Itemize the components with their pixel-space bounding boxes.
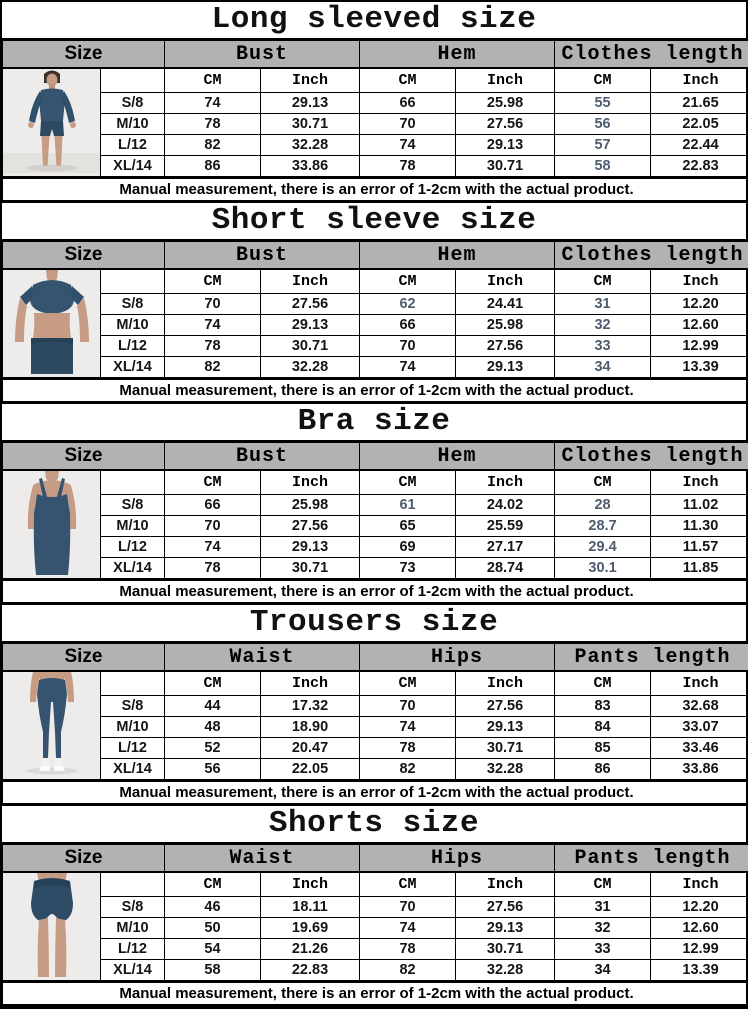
measurement-value: 33.46	[651, 738, 748, 759]
column-header-row	[3, 40, 748, 69]
unit-header-cm: CM	[360, 470, 456, 495]
size-chart-section	[2, 806, 746, 1007]
size-row	[3, 93, 748, 114]
measurement-value: 32	[555, 918, 651, 939]
section-title: Short sleeve size	[2, 203, 746, 239]
measurement-value: 30.1	[555, 558, 651, 580]
measurement-value: 50	[165, 918, 261, 939]
measurement-value: 29.4	[555, 537, 651, 558]
measurement-value: 12.60	[651, 918, 748, 939]
unit-header-cm: CM	[360, 671, 456, 696]
size-row	[3, 294, 748, 315]
size-label: M/10	[101, 114, 165, 135]
unit-header-inch: Inch	[456, 872, 555, 897]
measurement-value: 29.13	[261, 537, 360, 558]
measurement-value: 58	[165, 960, 261, 982]
product-photo-cell	[3, 872, 101, 982]
measurement-value: 27.56	[261, 294, 360, 315]
unit-header-cm: CM	[555, 269, 651, 294]
measurement-value: 27.56	[456, 897, 555, 918]
size-label: XL/14	[101, 357, 165, 379]
measure-column-header-2: Hem	[360, 442, 555, 471]
size-table	[2, 239, 748, 404]
unit-header-inch: Inch	[651, 872, 748, 897]
measurement-value: 30.71	[456, 939, 555, 960]
measurement-value: 11.57	[651, 537, 748, 558]
measure-column-header-1: Waist	[165, 643, 360, 672]
measurement-value: 28	[555, 495, 651, 516]
measurement-value: 22.83	[651, 156, 748, 178]
measurement-value: 30.71	[456, 738, 555, 759]
unit-header-row	[3, 470, 748, 495]
size-row	[3, 114, 748, 135]
blank-cell	[101, 269, 165, 294]
size-row	[3, 897, 748, 918]
measurement-value: 69	[360, 537, 456, 558]
unit-header-inch: Inch	[651, 671, 748, 696]
measure-column-header-2: Hips	[360, 643, 555, 672]
size-table	[2, 842, 748, 1007]
measurement-value: 70	[360, 114, 456, 135]
measurement-value: 70	[360, 696, 456, 717]
section-title: Long sleeved size	[2, 2, 746, 38]
measurement-value: 27.56	[261, 516, 360, 537]
bra-tank-photo	[3, 471, 101, 575]
note-text: Manual measurement, there is an error of 1-2cm with the actual product.	[3, 580, 748, 604]
measurement-value: 27.56	[456, 114, 555, 135]
unit-header-inch: Inch	[261, 872, 360, 897]
measurement-value: 62	[360, 294, 456, 315]
size-row	[3, 516, 748, 537]
unit-header-cm: CM	[555, 470, 651, 495]
measurement-value: 24.41	[456, 294, 555, 315]
unit-header-row	[3, 872, 748, 897]
measurement-value: 29.13	[261, 315, 360, 336]
section-title: Shorts size	[2, 806, 746, 842]
section-title: Trousers size	[2, 605, 746, 641]
unit-header-inch: Inch	[456, 671, 555, 696]
measurement-value: 34	[555, 357, 651, 379]
measure-column-header-3: Clothes length	[555, 40, 748, 69]
note-text: Manual measurement, there is an error of 1-2cm with the actual product.	[3, 178, 748, 202]
size-row	[3, 315, 748, 336]
unit-header-inch: Inch	[456, 470, 555, 495]
measurement-value: 74	[165, 315, 261, 336]
measurement-value: 66	[360, 93, 456, 114]
unit-header-cm: CM	[165, 68, 261, 93]
measurement-value: 82	[360, 960, 456, 982]
size-label: S/8	[101, 495, 165, 516]
measurement-value: 31	[555, 294, 651, 315]
measurement-value: 56	[555, 114, 651, 135]
unit-header-inch: Inch	[651, 68, 748, 93]
note-row	[3, 580, 748, 604]
measurement-value: 27.56	[456, 696, 555, 717]
size-label: M/10	[101, 516, 165, 537]
measure-column-header-2: Hips	[360, 844, 555, 873]
measurement-value: 18.90	[261, 717, 360, 738]
measurement-value: 74	[360, 357, 456, 379]
size-column-header: Size	[3, 40, 165, 69]
size-label: L/12	[101, 939, 165, 960]
unit-header-row	[3, 269, 748, 294]
size-label: XL/14	[101, 759, 165, 781]
measurement-value: 25.59	[456, 516, 555, 537]
blank-cell	[101, 671, 165, 696]
measurement-value: 12.60	[651, 315, 748, 336]
measurement-value: 11.85	[651, 558, 748, 580]
size-label: XL/14	[101, 960, 165, 982]
measurement-value: 78	[360, 738, 456, 759]
measurement-value: 32.28	[261, 135, 360, 156]
size-row	[3, 939, 748, 960]
measurement-value: 27.17	[456, 537, 555, 558]
measurement-value: 70	[165, 516, 261, 537]
note-row	[3, 781, 748, 805]
measurement-value: 29.13	[456, 135, 555, 156]
measure-column-header-3: Clothes length	[555, 241, 748, 270]
measurement-value: 70	[360, 336, 456, 357]
measurement-value: 74	[360, 135, 456, 156]
measurement-value: 29.13	[456, 357, 555, 379]
unit-header-cm: CM	[360, 269, 456, 294]
size-row	[3, 336, 748, 357]
measurement-value: 25.98	[261, 495, 360, 516]
size-label: L/12	[101, 738, 165, 759]
size-row	[3, 960, 748, 982]
measure-column-header-1: Waist	[165, 844, 360, 873]
unit-header-row	[3, 68, 748, 93]
measurement-value: 82	[360, 759, 456, 781]
measurement-value: 46	[165, 897, 261, 918]
measurement-value: 44	[165, 696, 261, 717]
size-label: S/8	[101, 93, 165, 114]
product-photo-cell	[3, 68, 101, 178]
unit-header-inch: Inch	[261, 671, 360, 696]
unit-header-inch: Inch	[651, 470, 748, 495]
size-label: S/8	[101, 294, 165, 315]
unit-header-cm: CM	[360, 872, 456, 897]
unit-header-inch: Inch	[261, 269, 360, 294]
measurement-value: 66	[165, 495, 261, 516]
measurement-value: 12.99	[651, 939, 748, 960]
measurement-value: 74	[360, 717, 456, 738]
size-row	[3, 717, 748, 738]
unit-header-row	[3, 671, 748, 696]
product-photo-cell	[3, 671, 101, 781]
measure-column-header-3: Pants length	[555, 643, 748, 672]
measurement-value: 33	[555, 336, 651, 357]
blank-cell	[101, 872, 165, 897]
size-row	[3, 759, 748, 781]
measurement-value: 29.13	[456, 918, 555, 939]
size-table	[2, 641, 748, 806]
measurement-value: 74	[360, 918, 456, 939]
measurement-value: 22.44	[651, 135, 748, 156]
size-row	[3, 537, 748, 558]
measurement-value: 25.98	[456, 93, 555, 114]
measurement-value: 32.68	[651, 696, 748, 717]
measure-column-header-3: Pants length	[555, 844, 748, 873]
size-label: L/12	[101, 135, 165, 156]
size-label: XL/14	[101, 156, 165, 178]
shorts-photo	[3, 873, 101, 977]
measurement-value: 86	[165, 156, 261, 178]
measurement-value: 25.98	[456, 315, 555, 336]
measurement-value: 78	[165, 114, 261, 135]
blank-cell	[101, 470, 165, 495]
size-label: M/10	[101, 918, 165, 939]
unit-header-inch: Inch	[261, 470, 360, 495]
column-header-row	[3, 844, 748, 873]
measurement-value: 78	[360, 156, 456, 178]
measurement-value: 34	[555, 960, 651, 982]
size-row	[3, 696, 748, 717]
measurement-value: 78	[165, 336, 261, 357]
measurement-value: 18.11	[261, 897, 360, 918]
size-column-header: Size	[3, 241, 165, 270]
note-text: Manual measurement, there is an error of 1-2cm with the actual product.	[3, 379, 748, 403]
measurement-value: 85	[555, 738, 651, 759]
measure-column-header-1: Bust	[165, 442, 360, 471]
measure-column-header-2: Hem	[360, 40, 555, 69]
unit-header-cm: CM	[360, 68, 456, 93]
measurement-value: 74	[165, 93, 261, 114]
unit-header-inch: Inch	[456, 68, 555, 93]
size-row	[3, 495, 748, 516]
unit-header-cm: CM	[165, 470, 261, 495]
measurement-value: 61	[360, 495, 456, 516]
measurement-value: 28.74	[456, 558, 555, 580]
note-row	[3, 379, 748, 403]
measurement-value: 29.13	[261, 93, 360, 114]
measurement-value: 82	[165, 135, 261, 156]
measurement-value: 22.05	[261, 759, 360, 781]
measurement-value: 24.02	[456, 495, 555, 516]
size-label: L/12	[101, 537, 165, 558]
size-column-header: Size	[3, 442, 165, 471]
size-row	[3, 738, 748, 759]
measure-column-header-1: Bust	[165, 241, 360, 270]
measurement-value: 48	[165, 717, 261, 738]
measurement-value: 73	[360, 558, 456, 580]
size-chart-section	[2, 605, 746, 806]
size-label: S/8	[101, 696, 165, 717]
measurement-value: 32.28	[261, 357, 360, 379]
measurement-value: 78	[165, 558, 261, 580]
size-row	[3, 558, 748, 580]
size-chart-section	[2, 2, 746, 203]
measurement-value: 12.20	[651, 294, 748, 315]
size-table	[2, 38, 748, 203]
size-column-header: Size	[3, 844, 165, 873]
measurement-value: 22.05	[651, 114, 748, 135]
measurement-value: 70	[165, 294, 261, 315]
column-header-row	[3, 241, 748, 270]
long-sleeve-outfit-photo	[3, 69, 101, 173]
measurement-value: 74	[165, 537, 261, 558]
measurement-value: 52	[165, 738, 261, 759]
size-row	[3, 135, 748, 156]
size-row	[3, 918, 748, 939]
measurement-value: 82	[165, 357, 261, 379]
size-row	[3, 156, 748, 178]
measurement-value: 54	[165, 939, 261, 960]
measurement-value: 27.56	[456, 336, 555, 357]
measurement-value: 78	[360, 939, 456, 960]
measurement-value: 11.02	[651, 495, 748, 516]
size-chart-sections	[2, 2, 746, 1007]
measurement-value: 21.26	[261, 939, 360, 960]
measurement-value: 30.71	[261, 336, 360, 357]
measurement-value: 70	[360, 897, 456, 918]
unit-header-cm: CM	[555, 872, 651, 897]
size-chart-section	[2, 203, 746, 404]
measurement-value: 31	[555, 897, 651, 918]
size-label: L/12	[101, 336, 165, 357]
size-column-header: Size	[3, 643, 165, 672]
measurement-value: 33.86	[261, 156, 360, 178]
measurement-value: 33.07	[651, 717, 748, 738]
measurement-value: 83	[555, 696, 651, 717]
note-row	[3, 982, 748, 1006]
measurement-value: 32.28	[456, 759, 555, 781]
measure-column-header-1: Bust	[165, 40, 360, 69]
product-photo-cell	[3, 470, 101, 580]
measurement-value: 30.71	[261, 558, 360, 580]
measurement-value: 20.47	[261, 738, 360, 759]
unit-header-cm: CM	[555, 671, 651, 696]
unit-header-cm: CM	[165, 872, 261, 897]
measurement-value: 29.13	[456, 717, 555, 738]
measurement-value: 33.86	[651, 759, 748, 781]
measurement-value: 17.32	[261, 696, 360, 717]
measurement-value: 33	[555, 939, 651, 960]
unit-header-inch: Inch	[261, 68, 360, 93]
product-photo-cell	[3, 269, 101, 379]
measurement-value: 32	[555, 315, 651, 336]
measurement-value: 21.65	[651, 93, 748, 114]
short-sleeve-crop-top-photo	[3, 270, 101, 374]
size-row	[3, 357, 748, 379]
measurement-value: 65	[360, 516, 456, 537]
measurement-value: 55	[555, 93, 651, 114]
measurement-value: 30.71	[261, 114, 360, 135]
note-text: Manual measurement, there is an error of 1-2cm with the actual product.	[3, 781, 748, 805]
size-label: M/10	[101, 717, 165, 738]
measurement-value: 13.39	[651, 960, 748, 982]
measurement-value: 13.39	[651, 357, 748, 379]
measurement-value: 86	[555, 759, 651, 781]
blank-cell	[101, 68, 165, 93]
note-text: Manual measurement, there is an error of 1-2cm with the actual product.	[3, 982, 748, 1006]
column-header-row	[3, 643, 748, 672]
measurement-value: 22.83	[261, 960, 360, 982]
measurement-value: 19.69	[261, 918, 360, 939]
measurement-value: 12.20	[651, 897, 748, 918]
measurement-value: 57	[555, 135, 651, 156]
section-title: Bra size	[2, 404, 746, 440]
measurement-value: 66	[360, 315, 456, 336]
size-label: M/10	[101, 315, 165, 336]
note-row	[3, 178, 748, 202]
unit-header-inch: Inch	[651, 269, 748, 294]
measure-column-header-3: Clothes length	[555, 442, 748, 471]
unit-header-cm: CM	[165, 269, 261, 294]
measurement-value: 30.71	[456, 156, 555, 178]
measurement-value: 11.30	[651, 516, 748, 537]
measurement-value: 12.99	[651, 336, 748, 357]
measurement-value: 58	[555, 156, 651, 178]
leggings-photo	[3, 672, 101, 776]
size-table	[2, 440, 748, 605]
column-header-row	[3, 442, 748, 471]
measure-column-header-2: Hem	[360, 241, 555, 270]
measurement-value: 56	[165, 759, 261, 781]
size-chart-section	[2, 404, 746, 605]
unit-header-cm: CM	[165, 671, 261, 696]
measurement-value: 84	[555, 717, 651, 738]
size-label: S/8	[101, 897, 165, 918]
unit-header-inch: Inch	[456, 269, 555, 294]
unit-header-cm: CM	[555, 68, 651, 93]
measurement-value: 28.7	[555, 516, 651, 537]
size-label: XL/14	[101, 558, 165, 580]
measurement-value: 32.28	[456, 960, 555, 982]
